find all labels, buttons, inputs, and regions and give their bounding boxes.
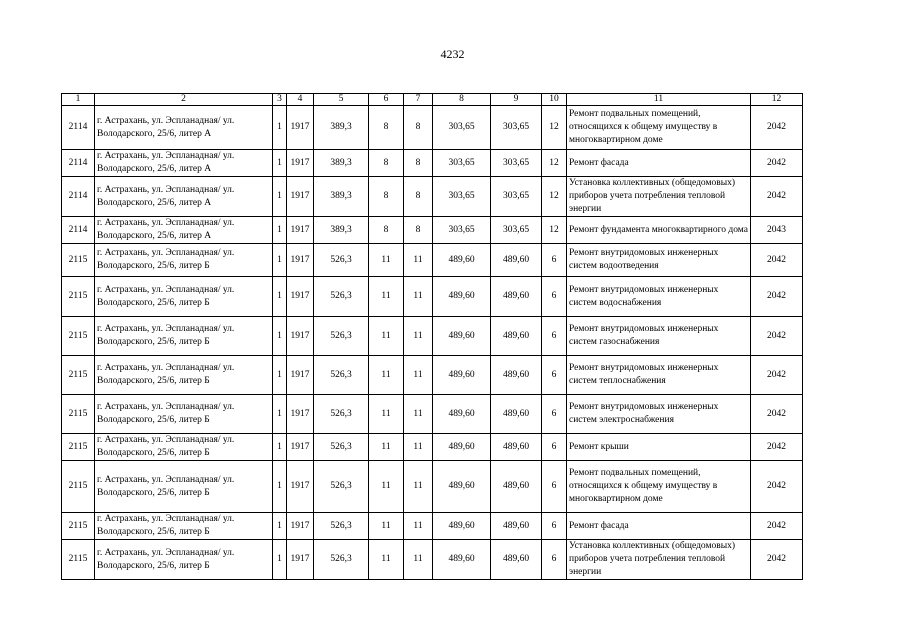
- cell-col6: 8: [369, 217, 404, 244]
- cell-col7: 11: [404, 513, 433, 540]
- cell-col8: 489,60: [433, 434, 491, 461]
- cell-col9: 489,60: [491, 244, 542, 277]
- cell-col10: 12: [542, 106, 567, 150]
- cell-work-type: Ремонт внутридомовых инженерных систем водоотведения: [567, 244, 751, 277]
- cell-col3: 1: [273, 461, 287, 513]
- cell-col10: 6: [542, 244, 567, 277]
- table-row: [62, 277, 803, 317]
- cell-area: 526,3: [314, 540, 369, 580]
- cell-address: г. Астрахань, ул. Эспланадная/ ул. Володарского, 25/6, литер А: [95, 217, 273, 244]
- cell-area: 526,3: [314, 244, 369, 277]
- cell-col3: 1: [273, 217, 287, 244]
- cell-year: 1917: [287, 277, 314, 317]
- cell-col8: 489,60: [433, 395, 491, 434]
- cell-plan-year: 2042: [751, 244, 803, 277]
- cell-plan-year: 2042: [751, 513, 803, 540]
- cell-col7: 8: [404, 177, 433, 217]
- cell-address: г. Астрахань, ул. Эспланадная/ ул. Володарского, 25/6, литер А: [95, 150, 273, 177]
- cell-col9: 303,65: [491, 150, 542, 177]
- cell-col10: 6: [542, 540, 567, 580]
- cell-col3: 1: [273, 244, 287, 277]
- cell-area: 389,3: [314, 177, 369, 217]
- cell-work-type: Ремонт внутридомовых инженерных систем газоснабжения: [567, 317, 751, 356]
- cell-year: 1917: [287, 356, 314, 395]
- cell-address: г. Астрахань, ул. Эспланадная/ ул. Володарского, 25/6, литер А: [95, 177, 273, 217]
- cell-id: 2114: [62, 177, 95, 217]
- cell-col9: 489,60: [491, 461, 542, 513]
- cell-plan-year: 2042: [751, 461, 803, 513]
- cell-plan-year: 2042: [751, 395, 803, 434]
- cell-work-type: Ремонт внутридомовых инженерных систем водоснабжения: [567, 277, 751, 317]
- cell-id: 2115: [62, 356, 95, 395]
- cell-id: 2115: [62, 395, 95, 434]
- cell-col9: 489,60: [491, 395, 542, 434]
- cell-col9: 489,60: [491, 513, 542, 540]
- cell-col8: 489,60: [433, 356, 491, 395]
- cell-col9: 489,60: [491, 317, 542, 356]
- cell-col3: 1: [273, 395, 287, 434]
- cell-address: г. Астрахань, ул. Эспланадная/ ул. Володарского, 25/6, литер Б: [95, 513, 273, 540]
- cell-col3: 1: [273, 513, 287, 540]
- column-header: 1: [62, 94, 95, 106]
- cell-plan-year: 2042: [751, 356, 803, 395]
- cell-year: 1917: [287, 177, 314, 217]
- cell-col6: 11: [369, 395, 404, 434]
- cell-col8: 303,65: [433, 150, 491, 177]
- cell-address: г. Астрахань, ул. Эспланадная/ ул. Володарского, 25/6, литер Б: [95, 540, 273, 580]
- cell-work-type: Ремонт крыши: [567, 434, 751, 461]
- cell-work-type: Ремонт фасада: [567, 150, 751, 177]
- table-row: [62, 395, 803, 434]
- cell-work-type: Установка коллективных (общедомовых) приборов учета потребления тепловой энергии: [567, 540, 751, 580]
- cell-area: 526,3: [314, 356, 369, 395]
- cell-col3: 1: [273, 356, 287, 395]
- column-header: 10: [542, 94, 567, 106]
- cell-address: г. Астрахань, ул. Эспланадная/ ул. Володарского, 25/6, литер Б: [95, 277, 273, 317]
- cell-col3: 1: [273, 277, 287, 317]
- column-header: 4: [287, 94, 314, 106]
- table-body: [62, 94, 803, 580]
- column-header: 3: [273, 94, 287, 106]
- cell-year: 1917: [287, 317, 314, 356]
- cell-work-type: Ремонт внутридомовых инженерных систем электроснабжения: [567, 395, 751, 434]
- cell-col7: 11: [404, 356, 433, 395]
- cell-id: 2115: [62, 540, 95, 580]
- cell-col9: 303,65: [491, 177, 542, 217]
- cell-area: 526,3: [314, 317, 369, 356]
- table-row: [62, 317, 803, 356]
- cell-plan-year: 2042: [751, 150, 803, 177]
- cell-year: 1917: [287, 540, 314, 580]
- header-row: [62, 94, 803, 106]
- column-header: 5: [314, 94, 369, 106]
- cell-col6: 11: [369, 434, 404, 461]
- cell-area: 526,3: [314, 395, 369, 434]
- cell-area: 389,3: [314, 106, 369, 150]
- table-row: [62, 106, 803, 150]
- cell-col10: 6: [542, 317, 567, 356]
- cell-col8: 489,60: [433, 513, 491, 540]
- cell-col7: 11: [404, 461, 433, 513]
- cell-col10: 6: [542, 356, 567, 395]
- cell-plan-year: 2042: [751, 317, 803, 356]
- table-row: [62, 434, 803, 461]
- cell-col8: 489,60: [433, 277, 491, 317]
- cell-year: 1917: [287, 244, 314, 277]
- cell-col6: 8: [369, 106, 404, 150]
- cell-address: г. Астрахань, ул. Эспланадная/ ул. Володарского, 25/6, литер А: [95, 106, 273, 150]
- cell-col9: 489,60: [491, 356, 542, 395]
- table-row: [62, 461, 803, 513]
- cell-address: г. Астрахань, ул. Эспланадная/ ул. Володарского, 25/6, литер Б: [95, 356, 273, 395]
- cell-col6: 11: [369, 277, 404, 317]
- cell-col10: 12: [542, 150, 567, 177]
- table-row: [62, 177, 803, 217]
- cell-col7: 8: [404, 106, 433, 150]
- cell-work-type: Ремонт фундамента многоквартирного дома: [567, 217, 751, 244]
- cell-plan-year: 2042: [751, 434, 803, 461]
- cell-col10: 6: [542, 513, 567, 540]
- cell-col7: 11: [404, 277, 433, 317]
- cell-id: 2115: [62, 317, 95, 356]
- cell-col6: 11: [369, 513, 404, 540]
- cell-col3: 1: [273, 177, 287, 217]
- cell-col6: 11: [369, 461, 404, 513]
- cell-address: г. Астрахань, ул. Эспланадная/ ул. Володарского, 25/6, литер Б: [95, 244, 273, 277]
- column-header: 12: [751, 94, 803, 106]
- cell-id: 2114: [62, 106, 95, 150]
- cell-id: 2115: [62, 277, 95, 317]
- column-header: 7: [404, 94, 433, 106]
- cell-col7: 11: [404, 395, 433, 434]
- cell-col7: 11: [404, 317, 433, 356]
- cell-col8: 303,65: [433, 177, 491, 217]
- cell-year: 1917: [287, 395, 314, 434]
- cell-plan-year: 2043: [751, 217, 803, 244]
- cell-col8: 489,60: [433, 461, 491, 513]
- cell-col3: 1: [273, 150, 287, 177]
- cell-col9: 489,60: [491, 277, 542, 317]
- cell-work-type: Ремонт подвальных помещений, относящихся к общему имуществу в многоквартирном доме: [567, 461, 751, 513]
- cell-col7: 8: [404, 150, 433, 177]
- cell-col6: 8: [369, 150, 404, 177]
- column-header: 2: [95, 94, 273, 106]
- cell-area: 526,3: [314, 513, 369, 540]
- cell-id: 2115: [62, 434, 95, 461]
- cell-year: 1917: [287, 106, 314, 150]
- column-header: 9: [491, 94, 542, 106]
- table-row: [62, 217, 803, 244]
- page-number: 4232: [440, 47, 465, 61]
- cell-col3: 1: [273, 540, 287, 580]
- cell-col7: 11: [404, 540, 433, 580]
- table-row: [62, 244, 803, 277]
- table-row: [62, 513, 803, 540]
- cell-col8: 489,60: [433, 244, 491, 277]
- cell-col8: 489,60: [433, 317, 491, 356]
- cell-col8: 489,60: [433, 540, 491, 580]
- cell-address: г. Астрахань, ул. Эспланадная/ ул. Володарского, 25/6, литер Б: [95, 434, 273, 461]
- cell-address: г. Астрахань, ул. Эспланадная/ ул. Володарского, 25/6, литер Б: [95, 461, 273, 513]
- table-row: [62, 150, 803, 177]
- cell-address: г. Астрахань, ул. Эспланадная/ ул. Володарского, 25/6, литер Б: [95, 395, 273, 434]
- cell-col7: 8: [404, 217, 433, 244]
- cell-col3: 1: [273, 106, 287, 150]
- cell-address: г. Астрахань, ул. Эспланадная/ ул. Володарского, 25/6, литер Б: [95, 317, 273, 356]
- cell-col10: 12: [542, 177, 567, 217]
- cell-id: 2115: [62, 244, 95, 277]
- cell-col8: 303,65: [433, 217, 491, 244]
- cell-id: 2114: [62, 217, 95, 244]
- cell-col6: 11: [369, 540, 404, 580]
- cell-col6: 11: [369, 356, 404, 395]
- cell-plan-year: 2042: [751, 106, 803, 150]
- cell-work-type: Ремонт фасада: [567, 513, 751, 540]
- column-header: 8: [433, 94, 491, 106]
- cell-col7: 11: [404, 244, 433, 277]
- cell-col6: 8: [369, 177, 404, 217]
- cell-col10: 6: [542, 277, 567, 317]
- cell-id: 2115: [62, 513, 95, 540]
- column-header: 6: [369, 94, 404, 106]
- cell-col7: 11: [404, 434, 433, 461]
- cell-col10: 6: [542, 395, 567, 434]
- cell-work-type: Ремонт внутридомовых инженерных систем теплоснабжения: [567, 356, 751, 395]
- cell-year: 1917: [287, 461, 314, 513]
- cell-area: 526,3: [314, 277, 369, 317]
- cell-col8: 303,65: [433, 106, 491, 150]
- table-row: [62, 540, 803, 580]
- cell-area: 526,3: [314, 461, 369, 513]
- cell-year: 1917: [287, 217, 314, 244]
- cell-col10: 6: [542, 434, 567, 461]
- cell-col9: 303,65: [491, 106, 542, 150]
- data-table: [61, 93, 803, 580]
- cell-plan-year: 2042: [751, 177, 803, 217]
- cell-year: 1917: [287, 150, 314, 177]
- cell-col6: 11: [369, 244, 404, 277]
- cell-area: 389,3: [314, 217, 369, 244]
- cell-col9: 489,60: [491, 434, 542, 461]
- cell-id: 2114: [62, 150, 95, 177]
- cell-col3: 1: [273, 317, 287, 356]
- cell-work-type: Установка коллективных (общедомовых) приборов учета потребления тепловой энергии: [567, 177, 751, 217]
- cell-col3: 1: [273, 434, 287, 461]
- cell-plan-year: 2042: [751, 540, 803, 580]
- cell-col9: 489,60: [491, 540, 542, 580]
- cell-year: 1917: [287, 513, 314, 540]
- cell-work-type: Ремонт подвальных помещений, относящихся к общему имуществу в многоквартирном доме: [567, 106, 751, 150]
- cell-year: 1917: [287, 434, 314, 461]
- cell-col6: 11: [369, 317, 404, 356]
- table-row: [62, 356, 803, 395]
- cell-col10: 6: [542, 461, 567, 513]
- cell-id: 2115: [62, 461, 95, 513]
- cell-col9: 303,65: [491, 217, 542, 244]
- cell-col10: 12: [542, 217, 567, 244]
- cell-area: 526,3: [314, 434, 369, 461]
- cell-plan-year: 2042: [751, 277, 803, 317]
- column-header: 11: [567, 94, 751, 106]
- cell-area: 389,3: [314, 150, 369, 177]
